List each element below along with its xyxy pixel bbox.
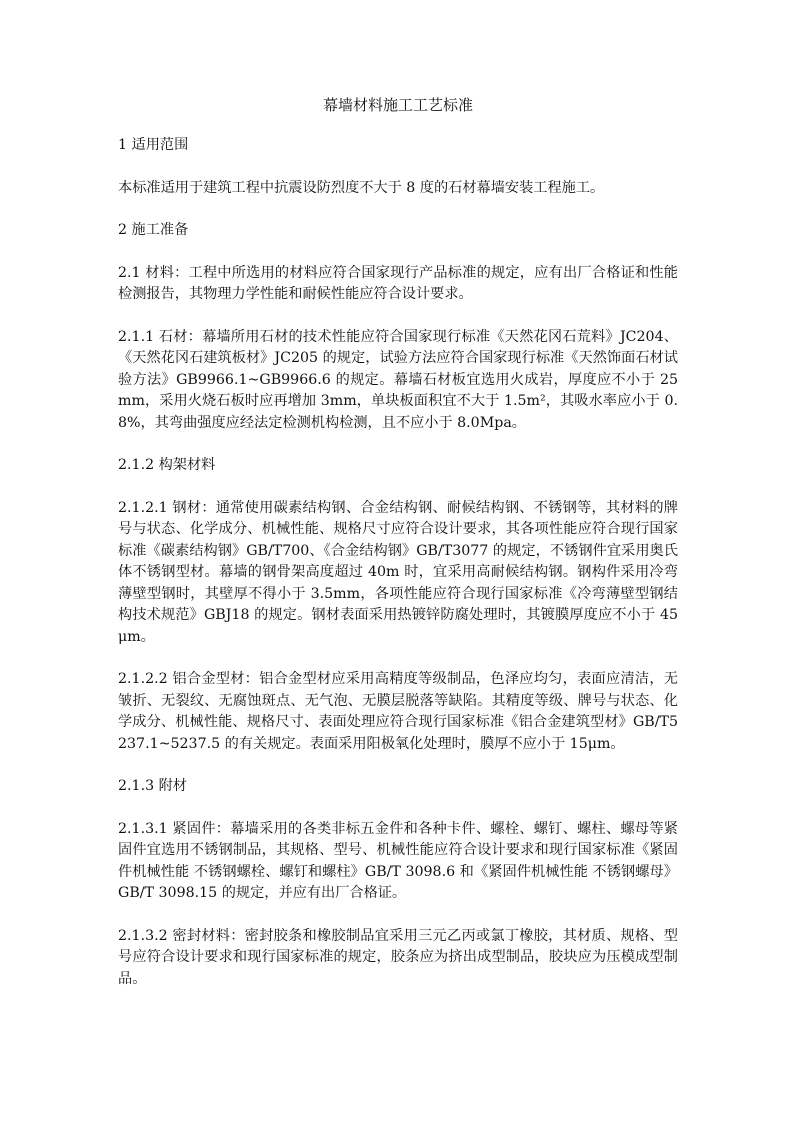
document-page [118, 95, 678, 1011]
paragraph-stone: 2.1.1 石材：幕墙所用石材的技术性能应符合国家现行标准《天然花冈石荒料》JC204、《天然花冈石建筑板材》JC205 的规定，试验方法应符合国家现行标准《天然饰面石材试验方法》GB9966.1~GB9966.6 的规定。幕墙石材板宜选用火成岩，厚度应不小于 25mm，采用火烧石板时应再增加 3mm，单块板面积宜不大于 1.5m²，其吸水率应小于 0.8%，其弯曲强度应经法定检测机构检测，且不应小于 8.0Mpa。 [118, 328, 678, 431]
document-title: 幕墙材料施工工艺标准 [322, 96, 473, 114]
paragraph-materials: 2.1 材料：工程中所选用的材料应符合国家现行产品标准的规定，应有出厂合格证和性能检测报告，其物理力学性能和耐候性能应符合设计要求。 [118, 264, 678, 302]
section-heading-scope: 1 适用范围 [118, 137, 189, 153]
paragraph-steel: 2.1.2.1 钢材：通常使用碳素结构钢、合金结构钢、耐候结构钢、不锈钢等，其材料的牌号与状态、化学成分、机械性能、规格尺寸应符合设计要求，其各项性能应符合现行国家标准《碳素结构钢》GB/T700、《合金结构钢》GB/T3077 的规定，不锈钢件宜采用奥氏体不锈钢型材。幕墙的钢骨架高度超过 40m 时，宜采用高耐候结构钢。钢构件采用冷弯薄壁型钢时，其壁厚不得小于 3.5mm，各项性能应符合现行国家标准《冷弯薄壁型钢结构技术规范》GBJ18 的规定。钢材表面采用热镀锌防腐处理时，其镀膜厚度应不小于 45μm。 [118, 499, 678, 645]
subsection-heading-frame-materials: 2.1.2 构架材料 [118, 457, 216, 473]
paragraph-aluminum: 2.1.2.2 铝合金型材：铝合金型材应采用高精度等级制品，色泽应均匀，表面应清洁，无皱折、无裂纹、无腐蚀斑点、无气泡、无膜层脱落等缺陷。其精度等级、牌号与状态、化学成分、机械性能、规格尺寸、表面处理应符合现行国家标准《铝合金建筑型材》GB/T5237.1~5237.5 的有关规定。表面采用阳极氧化处理时，膜厚不应小于 15μm。 [118, 671, 678, 752]
paragraph-fasteners: 2.1.3.1 紧固件：幕墙采用的各类非标五金件和各种卡件、螺栓、螺钉、螺柱、螺母等紧固件宜选用不锈钢制品，其规格、型号、机械性能应符合设计要求和现行国家标准《紧固件机械性能 不锈钢螺栓、螺钉和螺柱》GB/T 3098.6 和《紧固件机械性能 不锈钢螺母》GB/T 3098.15 的规定，并应有出厂合格证。 [118, 820, 678, 901]
paragraph-sealants: 2.1.3.2 密封材料：密封胶条和橡胶制品宜采用三元乙丙或氯丁橡胶，其材质、规格、型号应符合设计要求和现行国家标准的规定，胶条应为挤出成型制品，胶块应为压模成型制品。 [118, 927, 678, 987]
subsection-heading-accessories: 2.1.3 附材 [118, 778, 187, 794]
section-heading-preparation: 2 施工准备 [118, 222, 189, 238]
paragraph-scope: 本标准适用于建筑工程中抗震设防烈度不大于 8 度的石材幕墙安装工程施工。 [118, 179, 605, 196]
